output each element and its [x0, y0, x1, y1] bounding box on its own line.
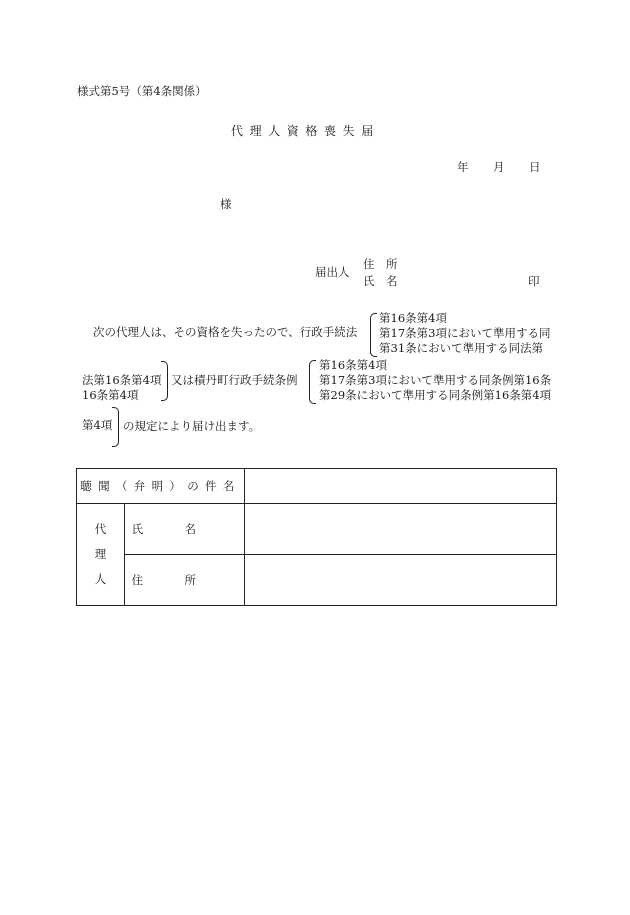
clause-option: 第31条において準用する同法第	[379, 341, 544, 355]
bracket-group-4	[112, 407, 119, 447]
conjunction-text: 又は積丹町行政手続条例	[171, 373, 298, 387]
agent-name-field[interactable]	[245, 504, 557, 555]
bracket-group-1	[370, 313, 377, 357]
agent-label-char: 理	[94, 547, 107, 561]
clause-group-1	[379, 311, 550, 356]
clause-option: 第16条第4項	[319, 358, 387, 372]
agent-address-label: 住所	[131, 573, 238, 587]
closing-text: の規定により届け出ます。	[123, 419, 261, 433]
hearing-subject-field[interactable]	[245, 469, 557, 504]
date-month-label: 月	[493, 160, 505, 174]
hearing-subject-label: 聴聞（弁明）の件名	[77, 469, 245, 504]
clause-option: 法第16条第4項	[82, 373, 162, 387]
document-title: 代理人資格喪失届	[231, 124, 380, 138]
clause-group-3	[319, 358, 551, 403]
agent-address-field[interactable]	[245, 555, 557, 606]
clause-option: 第29条において準用する同条例第16条第4項	[319, 388, 552, 402]
agent-name-label-cell	[125, 504, 245, 555]
agent-label-char: 人	[94, 572, 107, 586]
form-number: 様式第5号（第4条関係）	[77, 84, 207, 98]
notifier-name-label: 氏 名	[363, 274, 398, 288]
agent-info-table	[76, 468, 557, 606]
agent-label	[77, 504, 125, 606]
agent-name-label: 氏名	[131, 522, 238, 536]
clause-option: 第16条第4項	[379, 311, 447, 325]
clause-option: 第17条第3項において準用する同条例第16条	[319, 373, 552, 387]
date-day-label: 日	[529, 160, 541, 174]
clause-option: 第17条第3項において準用する同	[379, 326, 551, 340]
agent-label-char: 代	[94, 522, 107, 536]
clause-option: 16条第4項	[82, 388, 139, 402]
date-year-label: 年	[457, 160, 469, 174]
agent-address-label-cell	[125, 555, 245, 606]
seal-mark: 印	[528, 274, 540, 288]
bracket-group-3	[309, 360, 316, 404]
notifier-address-label: 住 所	[363, 257, 398, 271]
bracket-group-2	[161, 361, 168, 401]
addressee-suffix: 様	[220, 197, 232, 211]
body-line-1: 次の代理人は、その資格を失ったので、行政手続法	[93, 325, 358, 339]
clause-group-4: 第4項	[82, 418, 113, 432]
clause-group-2	[82, 373, 161, 403]
notifier-label: 届出人	[315, 265, 350, 279]
